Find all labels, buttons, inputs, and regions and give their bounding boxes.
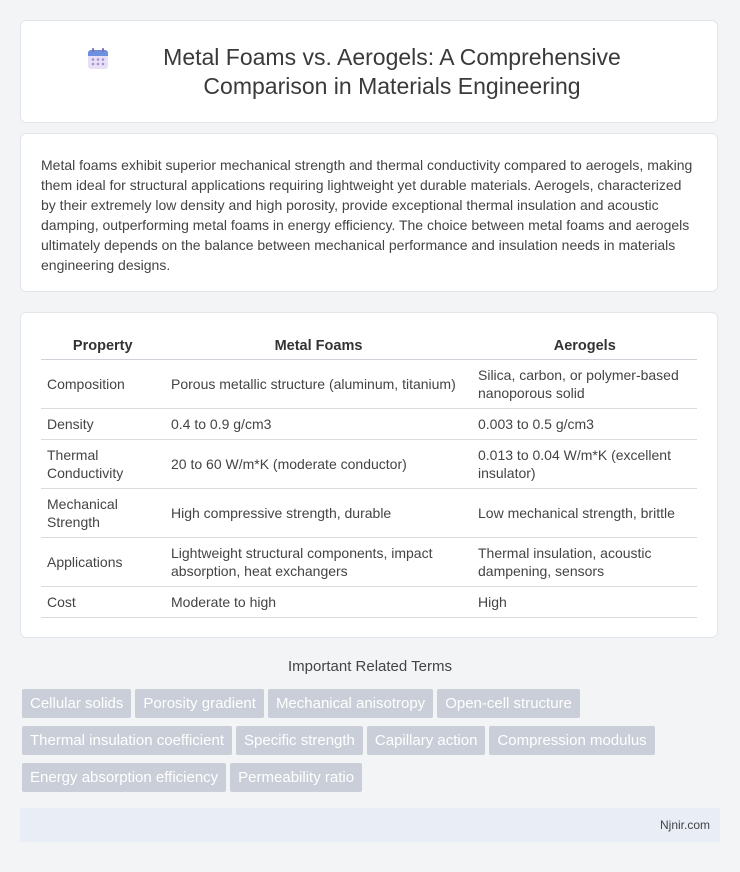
related-terms-list [22, 689, 722, 800]
intro-card [20, 133, 718, 292]
aerogels-cell: High [472, 587, 697, 618]
aerogels-cell: 0.003 to 0.5 g/cm3 [472, 409, 697, 440]
footer [20, 808, 720, 842]
property-cell: Density [41, 409, 165, 440]
related-term-tag[interactable]: Thermal insulation coefficient [22, 726, 232, 755]
metal-foams-cell: Porous metallic structure (aluminum, titanium) [165, 360, 472, 409]
table-row [41, 409, 697, 440]
related-terms-title: Important Related Terms [288, 658, 452, 675]
related-term-tag[interactable]: Permeability ratio [230, 763, 362, 792]
table-row [41, 440, 697, 489]
calendar-icon [86, 47, 110, 71]
related-term-tag[interactable]: Energy absorption efficiency [22, 763, 226, 792]
aerogels-cell: Low mechanical strength, brittle [472, 489, 697, 538]
property-cell: Mechanical Strength [41, 489, 165, 538]
header-aerogels: Aerogels [472, 333, 697, 360]
intro-text: Metal foams exhibit superior mechanical strength and thermal conductivity compared to aerogels, making them ideal for structural applications requiring lightweight yet durable materials. Aerogels, characterized by their extremely low density and high porosity, provide exceptional thermal insulation and acoustic damping, outperforming metal foams in energy efficiency. The choice between metal foams and aerogels ultimately depends on the balance between mechanical performance and insulation needs in materials engineering designs. [41, 157, 693, 273]
metal-foams-cell: 20 to 60 W/m*K (moderate conductor) [165, 440, 472, 489]
table-row [41, 587, 697, 618]
property-cell: Cost [41, 587, 165, 618]
property-cell: Applications [41, 538, 165, 587]
table-row [41, 538, 697, 587]
related-term-tag[interactable]: Mechanical anisotropy [268, 689, 433, 718]
metal-foams-cell: 0.4 to 0.9 g/cm3 [165, 409, 472, 440]
table-row [41, 489, 697, 538]
page-title: Metal Foams vs. Aerogels: A Comprehensive Comparison in Materials Engineering [163, 43, 621, 99]
title-card [20, 20, 718, 123]
related-term-tag[interactable]: Porosity gradient [135, 689, 264, 718]
related-term-tag[interactable]: Cellular solids [22, 689, 131, 718]
footer-site-link[interactable]: Njnir.com [659, 818, 710, 832]
comparison-table [41, 333, 697, 618]
metal-foams-cell: Lightweight structural components, impact absorption, heat exchangers [165, 538, 472, 587]
property-cell: Thermal Conductivity [41, 440, 165, 489]
related-term-tag[interactable]: Compression modulus [489, 726, 654, 755]
aerogels-cell: 0.013 to 0.04 W/m*K (excellent insulator) [472, 440, 697, 489]
aerogels-cell: Thermal insulation, acoustic dampening, sensors [472, 538, 697, 587]
related-term-tag[interactable]: Capillary action [367, 726, 486, 755]
aerogels-cell: Silica, carbon, or polymer-based nanoporous solid [472, 360, 697, 409]
header-property: Property [41, 333, 165, 360]
comparison-card [20, 312, 718, 638]
table-header-row [41, 333, 697, 360]
property-cell: Composition [41, 360, 165, 409]
table-row [41, 360, 697, 409]
metal-foams-cell: Moderate to high [165, 587, 472, 618]
metal-foams-cell: High compressive strength, durable [165, 489, 472, 538]
related-term-tag[interactable]: Specific strength [236, 726, 363, 755]
related-term-tag[interactable]: Open-cell structure [437, 689, 580, 718]
header-metal-foams: Metal Foams [165, 333, 472, 360]
